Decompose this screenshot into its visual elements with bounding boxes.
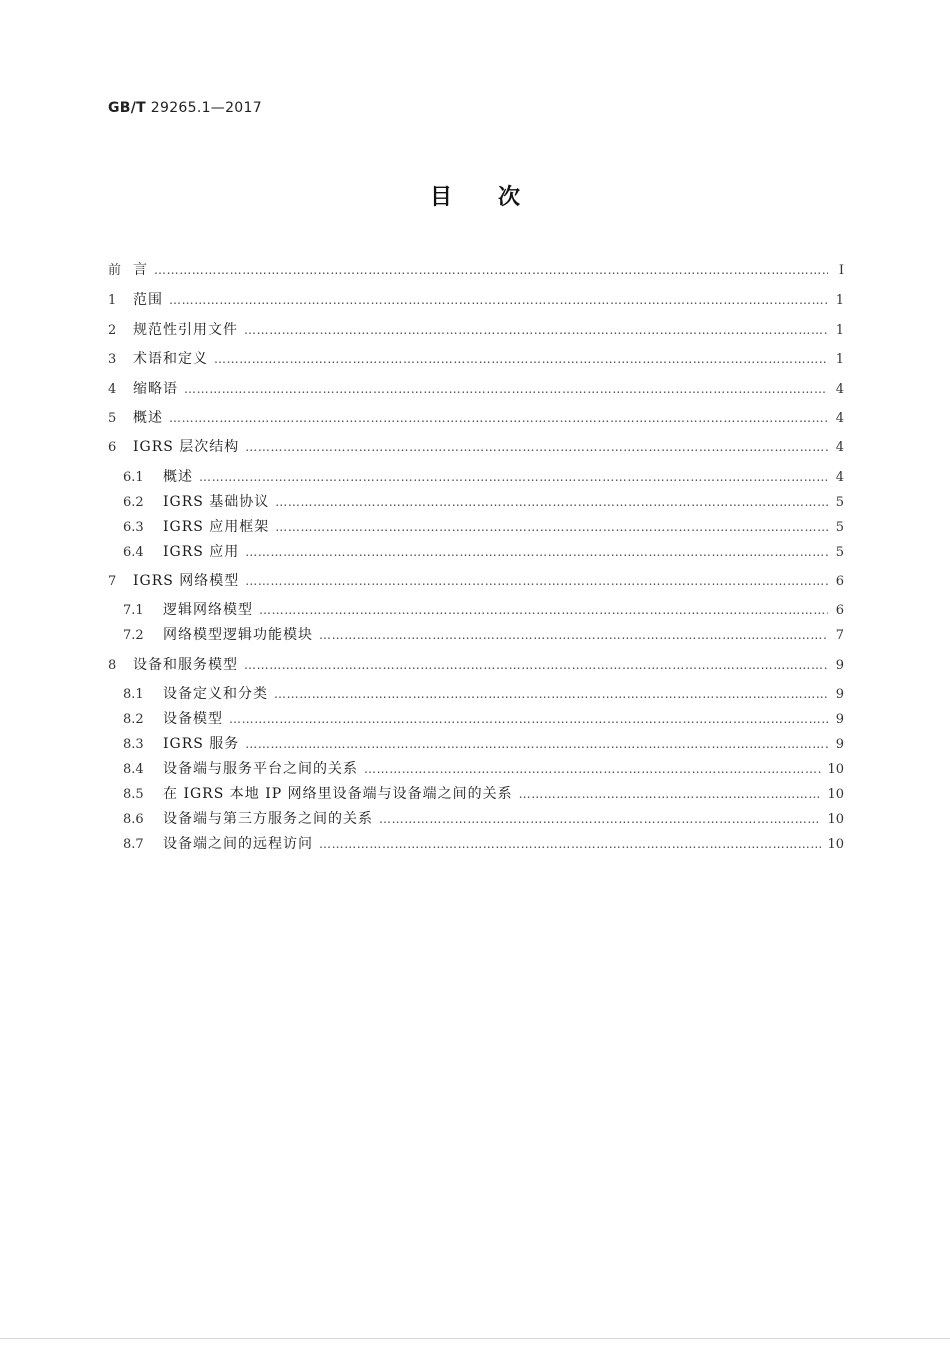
toc-entry[interactable] (108, 290, 844, 310)
toc-entry-label: IGRS 层次结构 (133, 439, 240, 455)
toc-entry-page: 6 (835, 574, 844, 589)
toc-entry-page: 9 (835, 658, 844, 673)
standard-prefix: GB/T (108, 100, 147, 116)
toc-entry-page: 4 (835, 382, 844, 397)
toc-leader-dots (214, 349, 828, 369)
toc-entry[interactable] (108, 437, 844, 457)
toc-entry-number: 前 (108, 263, 122, 278)
toc-entry-page: 1 (835, 323, 844, 338)
toc-entry-label: 言 (133, 262, 148, 278)
toc-entry-label: 设备定义和分类 (163, 686, 268, 702)
toc-entry-number: 6 (108, 440, 117, 455)
toc-entry-number: 8.3 (123, 737, 144, 752)
toc-entry-page: Ⅰ (838, 263, 844, 278)
toc-entry-label: IGRS 应用框架 (163, 519, 270, 535)
toc-leader-dots (519, 784, 822, 804)
toc-entry[interactable] (123, 517, 844, 537)
toc-entry[interactable] (123, 600, 844, 620)
toc-leader-dots (245, 437, 828, 457)
toc-entry[interactable] (123, 734, 844, 754)
toc-entry-page: 1 (835, 293, 844, 308)
toc-entry-number: 8.4 (123, 762, 144, 777)
toc-leader-dots (229, 709, 828, 729)
toc-leader-dots (154, 260, 828, 280)
toc-entry[interactable] (108, 655, 844, 675)
toc-entry-label: 术语和定义 (133, 351, 208, 367)
toc-entry-page: 4 (835, 440, 844, 455)
toc-entry-page: 4 (835, 470, 844, 485)
toc-entry-number: 3 (108, 352, 117, 367)
toc-entry[interactable] (108, 408, 844, 428)
toc-entry-page: 10 (827, 837, 844, 852)
toc-entry-label: IGRS 应用 (163, 544, 240, 560)
toc-entry-number: 2 (108, 323, 117, 338)
toc-entry-number: 7.1 (123, 603, 144, 618)
page-bottom-divider (0, 1338, 950, 1339)
toc-leader-dots (245, 734, 828, 754)
toc-entry-number: 5 (108, 411, 117, 426)
toc-entry-page: 5 (835, 545, 844, 560)
toc-entry[interactable] (123, 492, 844, 512)
page-title-left: 目 (429, 185, 452, 210)
toc-entry-number: 8 (108, 658, 117, 673)
toc-entry[interactable] (108, 320, 844, 340)
toc-entry-number: 8.6 (123, 812, 144, 827)
toc-entry-label: 设备端与第三方服务之间的关系 (163, 811, 373, 827)
toc-entry[interactable] (108, 349, 844, 369)
toc-entry-label: 在 IGRS 本地 IP 网络里设备端与设备端之间的关系 (163, 786, 513, 802)
toc-leader-dots (245, 571, 828, 591)
toc-entry-page: 10 (827, 812, 844, 827)
toc-entry-number: 6.3 (123, 520, 144, 535)
toc-entry-number: 8.1 (123, 687, 144, 702)
toc-entry-number: 6.1 (123, 470, 144, 485)
toc-entry-page: 5 (835, 495, 844, 510)
toc-entry[interactable] (123, 709, 844, 729)
toc-leader-dots (169, 408, 828, 428)
toc-leader-dots (275, 517, 828, 537)
toc-entry-label: 设备模型 (163, 711, 223, 727)
toc-entry-label: IGRS 网络模型 (133, 573, 240, 589)
toc-entry-number: 4 (108, 382, 117, 397)
toc-leader-dots (274, 684, 828, 704)
toc-entry-page: 4 (835, 411, 844, 426)
toc-entry-number: 7 (108, 574, 117, 589)
toc-entry-page: 10 (827, 762, 844, 777)
toc-entry-number: 7.2 (123, 628, 144, 643)
toc-entry-label: 规范性引用文件 (133, 322, 238, 338)
toc-entry-number: 8.2 (123, 712, 144, 727)
toc-entry-page: 9 (835, 712, 844, 727)
toc-entry[interactable] (123, 809, 844, 829)
toc-leader-dots (244, 320, 828, 340)
toc-entry[interactable] (123, 467, 844, 487)
toc-leader-dots (184, 379, 828, 399)
toc-entry-number: 6.2 (123, 495, 144, 510)
toc-entry-label: 缩略语 (133, 381, 178, 397)
toc-leader-dots (319, 625, 828, 645)
standard-number: 29265.1—2017 (150, 100, 262, 116)
toc-leader-dots (364, 759, 821, 779)
toc-leader-dots (275, 492, 828, 512)
toc-entry[interactable] (108, 260, 844, 280)
toc-entry-page: 10 (827, 787, 844, 802)
toc-entry-label: 设备端与服务平台之间的关系 (163, 761, 358, 777)
toc-leader-dots (169, 290, 828, 310)
toc-entry[interactable] (123, 784, 844, 804)
toc-leader-dots (199, 467, 828, 487)
toc-entry-number: 8.5 (123, 787, 144, 802)
toc-entry-page: 9 (835, 687, 844, 702)
toc-leader-dots (379, 809, 821, 829)
toc-entry[interactable] (108, 379, 844, 399)
toc-leader-dots (245, 542, 828, 562)
toc-entry-page: 1 (835, 352, 844, 367)
toc-entry-label: 设备端之间的远程访问 (163, 836, 313, 852)
standard-code (108, 100, 262, 116)
toc-entry-number: 1 (108, 293, 117, 308)
toc-entry-number: 6.4 (123, 545, 144, 560)
toc-entry-page: 6 (835, 603, 844, 618)
toc-leader-dots (244, 655, 828, 675)
toc-entry[interactable] (123, 759, 844, 779)
toc-entry-label: 范围 (133, 292, 163, 308)
toc-entry-label: IGRS 基础协议 (163, 494, 270, 510)
page-title (0, 180, 950, 211)
page-title-right: 次 (498, 185, 521, 210)
toc-entry-label: 概述 (133, 410, 163, 426)
toc-entry[interactable] (108, 571, 844, 591)
toc-entry-label: IGRS 服务 (163, 736, 240, 752)
toc-leader-dots (319, 834, 821, 854)
toc-leader-dots (259, 600, 828, 620)
toc-entry-number: 8.7 (123, 837, 144, 852)
toc-entry-label: 概述 (163, 469, 193, 485)
toc-entry-page: 9 (835, 737, 844, 752)
toc-entry-label: 逻辑网络模型 (163, 602, 253, 618)
toc-entry[interactable] (123, 834, 844, 854)
toc-entry-page: 7 (835, 628, 844, 643)
toc-entry[interactable] (123, 684, 844, 704)
toc-entry-label: 网络模型逻辑功能模块 (163, 627, 313, 643)
toc-entry[interactable] (123, 542, 844, 562)
toc-entry[interactable] (123, 625, 844, 645)
toc-entry-page: 5 (835, 520, 844, 535)
toc-entry-label: 设备和服务模型 (133, 657, 238, 673)
